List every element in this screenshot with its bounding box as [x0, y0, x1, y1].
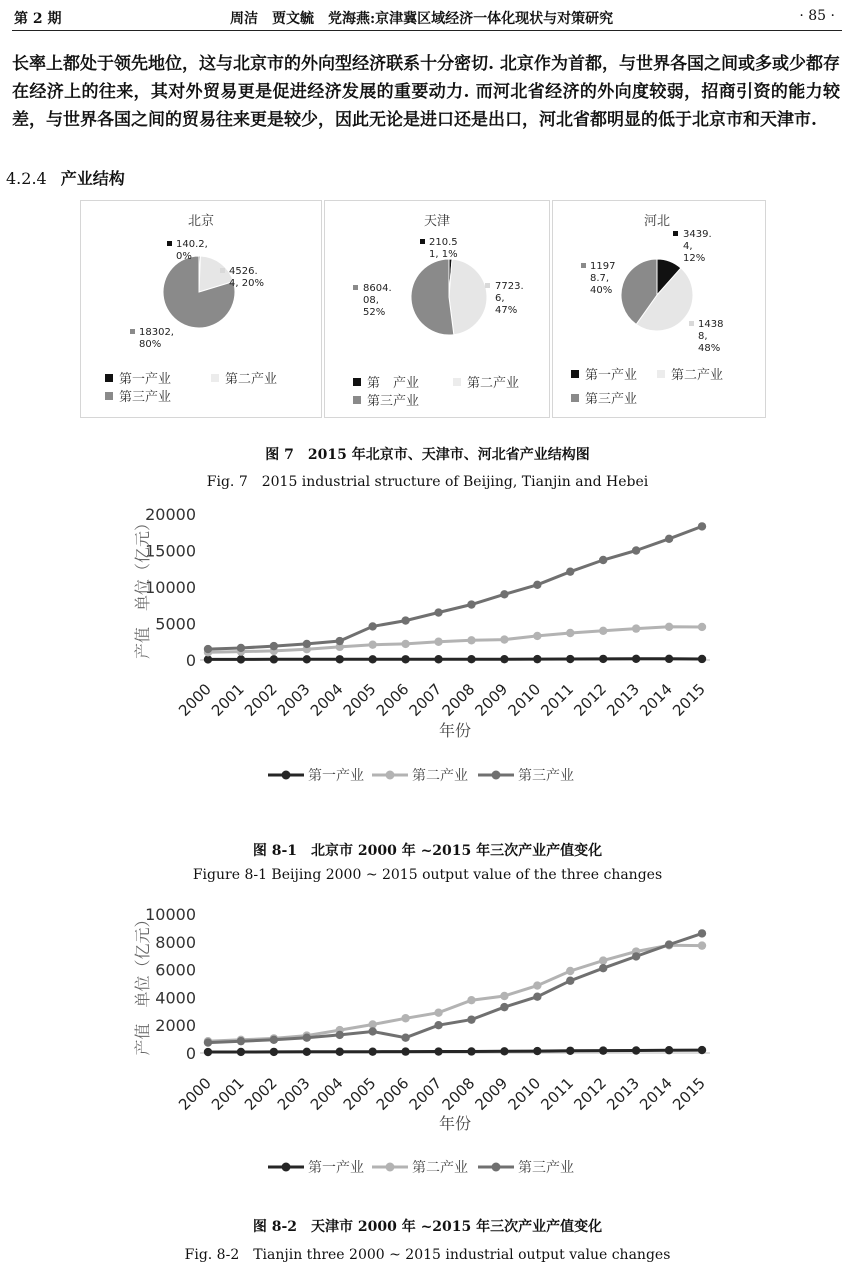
data-point — [303, 1048, 311, 1056]
x-tick-label: 2001 — [208, 1074, 248, 1114]
data-point — [368, 1047, 376, 1055]
x-tick-label: 2013 — [603, 1074, 643, 1114]
data-point — [698, 941, 706, 949]
y-tick-label: 4000 — [155, 988, 196, 1008]
x-axis-label: 年份 — [438, 1114, 472, 1133]
data-point — [401, 616, 409, 624]
data-point — [665, 1046, 673, 1054]
y-tick-label: 20000 — [145, 505, 196, 524]
legend-swatch — [571, 394, 579, 402]
legend-entry-1: 第一产业 — [308, 1160, 364, 1176]
data-point — [237, 1048, 245, 1056]
data-point — [599, 1046, 607, 1054]
pie-data-label-2 — [698, 319, 723, 354]
y-tick-label: 5000 — [155, 614, 196, 634]
data-label-line: 80% — [139, 339, 162, 350]
data-point — [303, 1034, 311, 1042]
data-label-marker — [673, 231, 678, 236]
data-point — [533, 1047, 541, 1055]
legend-entry-3: 第三产业 — [518, 768, 574, 784]
data-label-marker — [485, 283, 490, 288]
x-tick-label: 2006 — [372, 680, 413, 720]
data-point — [401, 1034, 409, 1042]
x-tick-label: 2013 — [603, 680, 643, 720]
data-point — [401, 1014, 409, 1022]
pie-panel-hebei — [552, 200, 766, 418]
legend-entry-1: 第 产业 — [367, 376, 420, 391]
pie-slice-3 — [411, 259, 454, 335]
data-point — [632, 1046, 640, 1054]
pie-data-label-2 — [495, 281, 524, 316]
data-label-line: 4, 20% — [229, 278, 264, 289]
data-point — [270, 1048, 278, 1056]
data-point — [434, 1021, 442, 1029]
data-point — [434, 1047, 442, 1055]
running-header — [0, 0, 855, 34]
data-label-line: 48% — [698, 343, 721, 354]
data-point — [599, 627, 607, 635]
x-tick-label: 2005 — [339, 680, 380, 720]
data-label-line: 8604. — [363, 283, 392, 294]
legend-swatch — [105, 392, 113, 400]
data-point — [500, 590, 508, 598]
data-point — [467, 1015, 475, 1023]
data-point — [434, 1008, 442, 1016]
data-point — [533, 632, 541, 640]
data-point — [500, 992, 508, 1000]
x-tick-label: 2004 — [306, 1074, 347, 1114]
pie-panel-tianjin — [324, 200, 550, 418]
data-label-marker — [420, 239, 425, 244]
series-line-1 — [208, 1050, 702, 1052]
y-tick-label: 0 — [185, 651, 196, 670]
y-tick-label: 15000 — [145, 541, 196, 561]
data-point — [566, 629, 574, 637]
legend-entry-1: 第一产业 — [585, 368, 638, 383]
pie-title: 河北 — [643, 214, 671, 229]
data-point — [566, 1047, 574, 1055]
data-point — [368, 1027, 376, 1035]
data-point — [665, 655, 673, 663]
y-axis-label: 产值 单位（亿元） — [133, 514, 152, 660]
data-point — [698, 623, 706, 631]
y-tick-label: 0 — [185, 1044, 196, 1063]
x-tick-label: 2010 — [504, 680, 545, 720]
data-point — [599, 956, 607, 964]
data-label-line: 0% — [176, 251, 192, 262]
data-label-line: 4526. — [229, 266, 258, 277]
data-label-line: 08, — [363, 295, 379, 306]
x-tick-label: 2014 — [636, 1074, 676, 1114]
y-tick-label: 6000 — [155, 960, 196, 980]
data-point — [270, 655, 278, 663]
data-point — [303, 640, 311, 648]
data-label-marker — [353, 285, 358, 290]
data-label-line: 4, — [683, 241, 693, 252]
data-point — [500, 655, 508, 663]
data-label-marker — [220, 268, 225, 273]
data-label-line: 210.5 — [429, 237, 458, 248]
data-point — [533, 981, 541, 989]
series-line-1 — [208, 659, 702, 660]
x-tick-label: 2009 — [471, 1074, 512, 1114]
data-label-line: 7723. — [495, 281, 524, 292]
x-tick-label: 2012 — [570, 680, 611, 720]
data-point — [467, 1047, 475, 1055]
x-tick-label: 2009 — [471, 680, 512, 720]
x-tick-label: 2002 — [240, 1074, 281, 1114]
header-authors-title: 周洁 贾文毓 党海燕:京津冀区域经济一体化现状与对策研究 — [230, 11, 614, 27]
data-point — [698, 522, 706, 530]
data-point — [368, 655, 376, 663]
x-tick-label: 2012 — [570, 1074, 611, 1114]
y-tick-label: 10000 — [145, 578, 196, 597]
x-tick-label: 2000 — [175, 1074, 215, 1114]
data-point — [336, 1031, 344, 1039]
x-tick-label: 2015 — [669, 680, 709, 720]
data-point — [434, 655, 442, 663]
data-point — [204, 1048, 212, 1056]
pie-panel-beijing — [80, 200, 322, 418]
data-point — [336, 637, 344, 645]
legend-marker — [386, 771, 395, 780]
data-point — [698, 1046, 706, 1054]
data-point — [566, 967, 574, 975]
y-tick-label: 10000 — [145, 905, 196, 924]
data-point — [566, 977, 574, 985]
pie-data-label-3 — [590, 261, 615, 296]
data-point — [237, 655, 245, 663]
x-tick-label: 2011 — [537, 1074, 578, 1114]
legend-entry-2: 第二产业 — [412, 768, 468, 784]
header-rule — [12, 30, 842, 31]
data-point — [665, 940, 673, 948]
data-point — [599, 964, 607, 972]
pie-chart-beijing — [81, 201, 321, 417]
data-point — [270, 642, 278, 650]
x-tick-label: 2007 — [405, 1074, 446, 1114]
legend-entry-3: 第三产业 — [367, 394, 420, 409]
data-point — [665, 623, 673, 631]
page-number: · 85 · — [799, 8, 835, 24]
data-point — [434, 608, 442, 616]
section-title: 产业结构 — [60, 169, 125, 188]
section-heading — [6, 166, 125, 189]
x-tick-label: 2014 — [636, 680, 676, 720]
x-tick-label: 2015 — [669, 1074, 709, 1114]
data-point — [336, 1048, 344, 1056]
x-tick-label: 2000 — [175, 680, 215, 720]
data-point — [368, 622, 376, 630]
pie-chart-tianjin — [325, 201, 549, 417]
x-tick-label: 2007 — [405, 680, 446, 720]
legend-entry-2: 第二产业 — [467, 376, 520, 391]
section-number: 4.2.4 — [6, 169, 47, 188]
data-label-line: 140.2, — [176, 239, 208, 250]
data-point — [500, 1003, 508, 1011]
body-paragraph: 长率上都处于领先地位，这与北京市的外向型经济联系十分密切. 北京作为首都，与世界各国之间或多或少都存在经济上的往来，其对外贸易更是促进经济发展的重要动力. 而河北省经济的外向度较弱，招商引资的能力较差，与世界各国之间的贸易往来更是较少，因此无论是进口还是出口，河北省都明显的低于北京市和天津市. — [12, 54, 840, 130]
legend-swatch — [353, 378, 361, 386]
data-point — [467, 636, 475, 644]
pie-data-label-1 — [429, 237, 458, 260]
data-point — [533, 581, 541, 589]
legend-entry-3: 第三产业 — [518, 1160, 574, 1176]
legend-marker — [492, 771, 501, 780]
data-point — [368, 640, 376, 648]
x-tick-label: 2008 — [438, 1074, 479, 1114]
data-point — [467, 600, 475, 608]
legend-marker — [282, 1163, 291, 1172]
figure-8-2-caption-en: Fig. 8-2 Tianjin three 2000 ~ 2015 industrial output value changes — [184, 1247, 671, 1263]
data-label-marker — [581, 263, 586, 268]
data-point — [632, 624, 640, 632]
legend-swatch — [105, 374, 113, 382]
data-point — [467, 655, 475, 663]
pie-chart-hebei — [553, 201, 765, 417]
data-point — [599, 556, 607, 564]
legend-entry-1: 第一产业 — [119, 372, 172, 387]
x-tick-label: 2004 — [306, 680, 347, 720]
x-axis-label: 年份 — [438, 721, 472, 740]
data-point — [599, 655, 607, 663]
pie-title: 北京 — [187, 214, 215, 229]
series-line-3 — [208, 933, 702, 1042]
data-label-line: 3439. — [683, 229, 712, 240]
figure-7-caption-en: Fig. 7 2015 industrial structure of Beijing, Tianjin and Hebei — [206, 474, 649, 490]
figure-7-caption-zh: 图 7 2015 年北京市、天津市、河北省产业结构图 — [265, 447, 590, 463]
legend-swatch — [353, 396, 361, 404]
issue-number: 第 2 期 — [14, 11, 62, 27]
pie-slice-2 — [449, 259, 487, 335]
legend-swatch — [657, 370, 665, 378]
x-tick-label: 2003 — [273, 680, 314, 720]
legend-marker — [492, 1163, 501, 1172]
data-label-marker — [167, 241, 172, 246]
legend-entry-2: 第二产业 — [671, 368, 724, 383]
data-point — [566, 567, 574, 575]
data-label-line: 52% — [363, 307, 386, 318]
y-tick-label: 8000 — [155, 932, 196, 952]
pie-title: 天津 — [423, 214, 451, 229]
data-point — [303, 655, 311, 663]
legend-entry-2: 第二产业 — [225, 372, 278, 387]
pie-data-label-1 — [683, 229, 712, 264]
data-point — [632, 655, 640, 663]
data-point — [632, 546, 640, 554]
legend-marker — [386, 1163, 395, 1172]
data-label-line: 6, — [495, 293, 505, 304]
data-point — [401, 655, 409, 663]
legend-swatch — [453, 378, 461, 386]
x-tick-label: 2010 — [504, 1074, 545, 1114]
figure-8-2-caption-zh: 图 8-2 天津市 2000 年 ~2015 年三次产业产值变化 — [252, 1219, 603, 1235]
data-point — [204, 645, 212, 653]
data-point — [500, 1047, 508, 1055]
pie-data-label-3 — [139, 327, 174, 350]
data-point — [698, 929, 706, 937]
data-point — [632, 952, 640, 960]
pie-data-label-2 — [229, 266, 264, 289]
data-point — [204, 1038, 212, 1046]
data-point — [336, 655, 344, 663]
data-label-marker — [689, 321, 694, 326]
data-label-line: 18302, — [139, 327, 174, 338]
data-label-line: 1, 1% — [429, 249, 458, 260]
x-tick-label: 2001 — [208, 680, 248, 720]
legend-entry-3: 第三产业 — [119, 390, 172, 405]
data-label-line: 1197 — [590, 261, 616, 272]
data-label-line: 1438 — [698, 319, 724, 330]
data-label-line: 8, — [698, 331, 708, 342]
series-line-3 — [208, 526, 702, 649]
data-point — [467, 996, 475, 1004]
x-tick-label: 2008 — [438, 680, 479, 720]
legend-entry-2: 第二产业 — [412, 1160, 468, 1176]
legend-swatch — [571, 370, 579, 378]
line-chart-beijing — [0, 500, 855, 830]
data-point — [237, 1037, 245, 1045]
data-point — [434, 638, 442, 646]
data-label-line: 12% — [683, 253, 706, 264]
y-axis-label: 产值 单位（亿元） — [133, 911, 152, 1056]
data-point — [270, 1036, 278, 1044]
y-tick-label: 2000 — [155, 1016, 196, 1036]
legend-entry-3: 第三产业 — [585, 392, 638, 407]
data-point — [533, 655, 541, 663]
data-point — [533, 993, 541, 1001]
x-tick-label: 2011 — [537, 680, 578, 720]
data-point — [698, 655, 706, 663]
data-label-line: 47% — [495, 305, 518, 316]
data-point — [237, 644, 245, 652]
x-tick-label: 2006 — [372, 1074, 413, 1114]
data-label-line: 40% — [590, 285, 613, 296]
series-line-2 — [208, 627, 702, 653]
data-point — [566, 655, 574, 663]
line-chart-tianjin — [0, 896, 855, 1216]
legend-swatch — [211, 374, 219, 382]
legend-marker — [282, 771, 291, 780]
data-label-line: 8.7, — [590, 273, 610, 284]
data-point — [401, 640, 409, 648]
pie-data-label-3 — [363, 283, 392, 318]
x-tick-label: 2005 — [339, 1074, 380, 1114]
figure-8-1-caption-zh: 图 8-1 北京市 2000 年 ~2015 年三次产业产值变化 — [252, 843, 603, 859]
data-point — [500, 635, 508, 643]
x-tick-label: 2002 — [240, 680, 281, 720]
data-label-marker — [130, 329, 135, 334]
data-point — [401, 1047, 409, 1055]
figure-8-1-caption-en: Figure 8-1 Beijing 2000 ~ 2015 output value of the three changes — [192, 867, 663, 883]
data-point — [665, 535, 673, 543]
legend-entry-1: 第一产业 — [308, 768, 364, 784]
x-tick-label: 2003 — [273, 1074, 314, 1114]
